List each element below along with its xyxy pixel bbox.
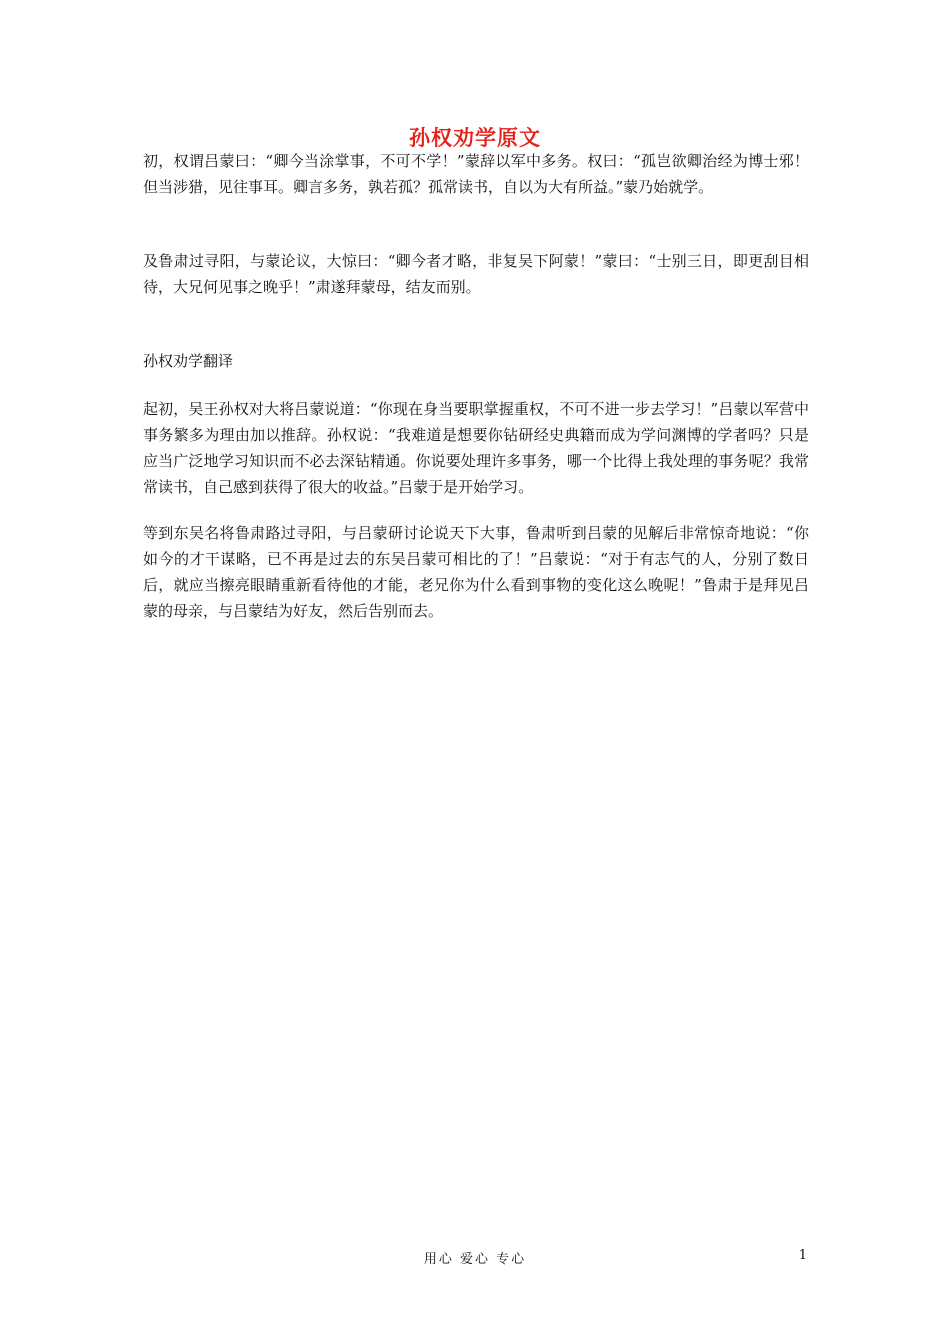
translation-heading: 孙权劝学翻译 bbox=[143, 352, 234, 370]
original-paragraph-2: 及鲁肃过寻阳，与蒙论议，大惊曰：“卿今者才略，非复吴下阿蒙！”蒙曰：“士别三日，即更刮目相待，大兄何见事之晚乎！”肃遂拜蒙母，结友而别。 bbox=[143, 252, 809, 296]
page-number: 1 bbox=[798, 1248, 807, 1263]
document-title: 孙权劝学原文 bbox=[409, 125, 541, 150]
translation-paragraph-2: 等到东吴名将鲁肃路过寻阳，与吕蒙研讨论说天下大事，鲁肃听到吕蒙的见解后非常惊奇地说：“你如今的才干谋略，已不再是过去的东吴吕蒙可相比的了！”吕蒙说：“对于有志气的人，分别了数日后，就应当擦亮眼睛重新看待他的才能，老兄你为什么看到事物的变化这么晚呢！”鲁肃于是拜见吕蒙的母亲，与吕蒙结为好友，然后告别而去。 bbox=[143, 524, 809, 620]
original-paragraph-1: 初，权谓吕蒙曰：“卿今当涂掌事，不可不学！”蒙辞以军中多务。权曰：“孤岂欲卿治经为博士邪！但当涉猎，见往事耳。卿言多务，孰若孤？孤常读书，自以为大有所益。”蒙乃始就学。 bbox=[143, 152, 809, 196]
translation-paragraph-1: 起初，吴王孙权对大将吕蒙说道：“你现在身当要职掌握重权，不可不进一步去学习！”吕蒙以军营中事务繁多为理由加以推辞。孙权说：“我难道是想要你钻研经史典籍而成为学问渊博的学者吗？只是应当广泛地学习知识而不必去深钻精通。你说要处理许多事务，哪一个比得上我处理的事务呢？我常常读书，自己感到获得了很大的收益。”吕蒙于是开始学习。 bbox=[143, 400, 809, 496]
footer-motto: 用心 爱心 专心 bbox=[423, 1252, 527, 1267]
